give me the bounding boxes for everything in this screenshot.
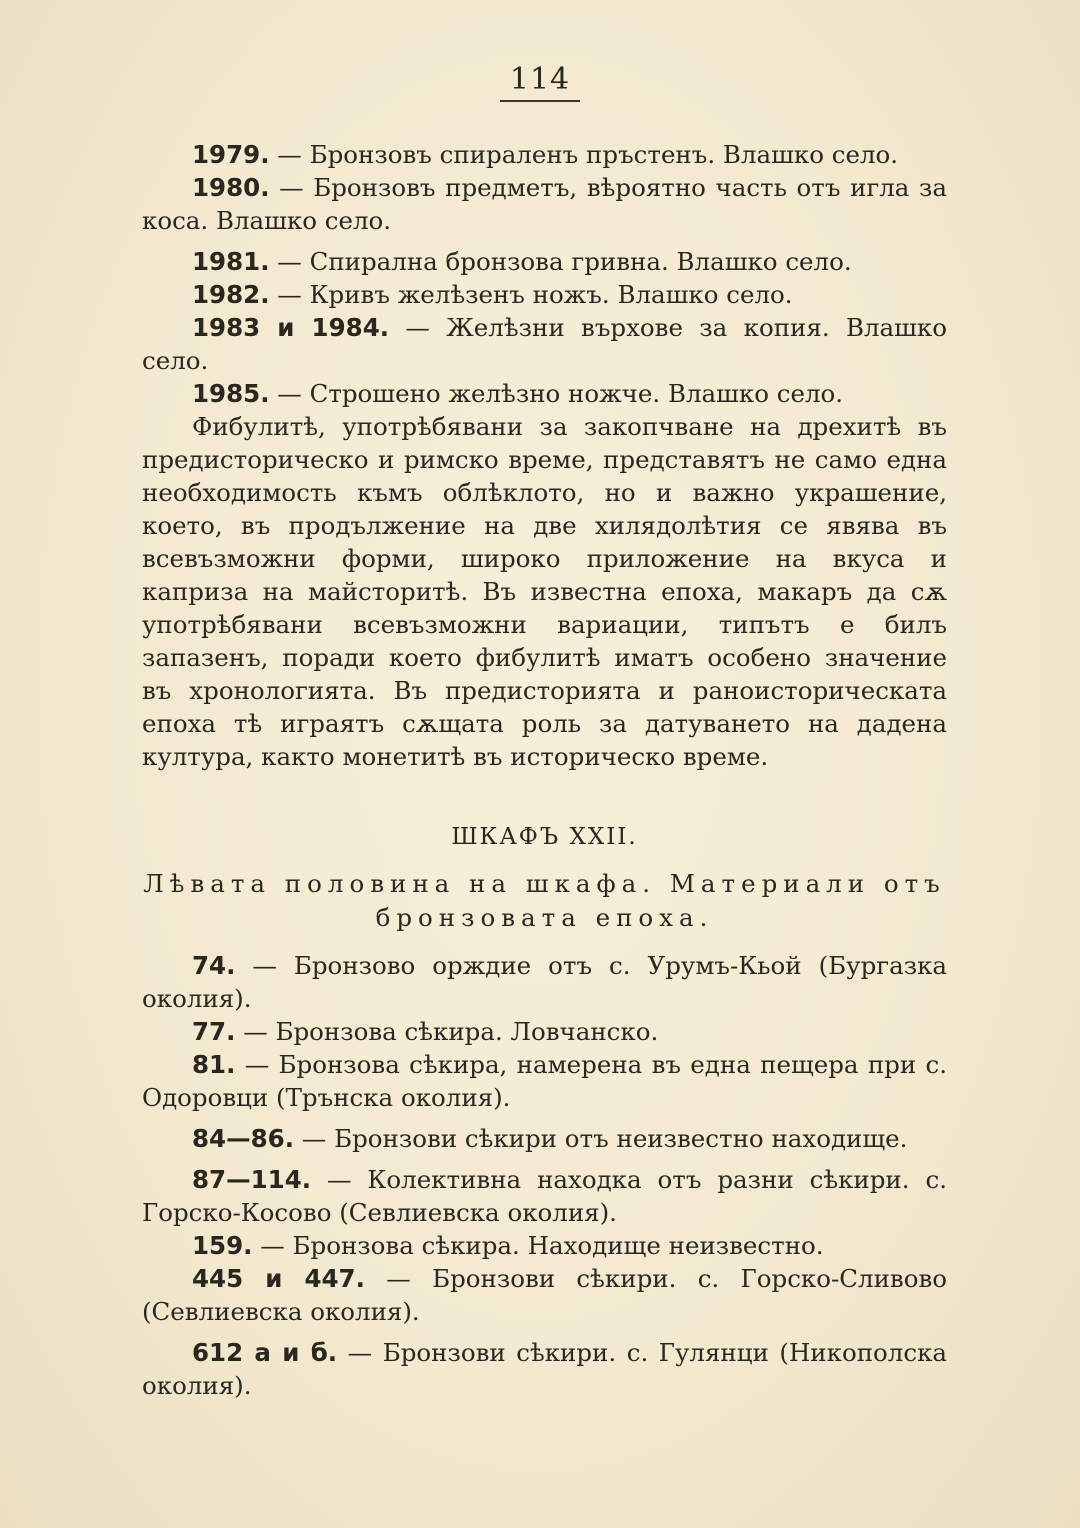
- entry-number: 612 а и б.: [192, 1338, 338, 1367]
- entry-text: — Бронзови сѣкири. с. Горско-Сливово (Севлиевска околия).: [142, 1264, 947, 1326]
- entry-text: — Бронзови сѣкири. с. Гулянци (Никополска околия).: [142, 1338, 947, 1400]
- body-text: [142, 138, 947, 1402]
- entry-text: — Кривъ желѣзенъ ножъ. Влашко село.: [269, 280, 793, 309]
- entry-number: 445 и 447.: [192, 1264, 365, 1293]
- entry-number: 1982.: [192, 280, 270, 309]
- catalog-entry: [142, 138, 947, 171]
- entry-text: — Строшено желѣзно ножче. Влашко село.: [269, 379, 844, 408]
- page-number-rule: [500, 100, 580, 102]
- catalog-entry: [142, 1048, 947, 1114]
- catalog-entry: [142, 1122, 947, 1155]
- catalog-entry: [142, 1336, 947, 1402]
- catalog-entry: [142, 949, 947, 1015]
- entry-text: — Желѣзни върхове за копия. Влашко село.: [142, 313, 947, 375]
- entry-text: — Бронзовъ предметъ, вѣроятно часть отъ игла за коса. Влашко село.: [142, 173, 947, 235]
- entry-number: 1983 и 1984.: [192, 313, 390, 342]
- entry-number: 1980.: [192, 173, 270, 202]
- catalog-entry: [142, 171, 947, 237]
- entry-number: 84—86.: [192, 1124, 294, 1153]
- fibula-paragraph: Фибулитѣ, употрѣбявани за закопчване на дрехитѣ въ предисторическо и римско време, представятъ не само една необходимость къмъ облѣклото, но и важно украшение, което, въ продължение на две хилядолѣтия се явява въ всевъзможни форми, широко приложение на вкуса и каприза на майсторитѣ. Въ известна епоха, макаръ да сѫ употрѣбявани всевъзможни вариации, типътъ е билъ запазенъ, поради което фибулитѣ иматъ особено значение въ хронологията. Въ предисторията и раноисторическата епоха тѣ играятъ сѫщата роль за датуването на дадена култура, както монетитѣ въ историческо време.: [142, 412, 947, 771]
- entry-number: 1985.: [192, 379, 270, 408]
- page-number: 114: [509, 62, 571, 97]
- entry-number: 77.: [192, 1017, 236, 1046]
- entry-number: 87—114.: [192, 1165, 312, 1194]
- entry-number: 81.: [192, 1050, 236, 1079]
- catalog-entry: [142, 245, 947, 278]
- catalog-entry: [142, 278, 947, 311]
- entry-text: — Бронзова сѣкира. Ловчанско.: [235, 1017, 659, 1046]
- catalog-entry: [142, 377, 947, 410]
- entry-text: — Бронзовъ спираленъ пръстенъ. Влашко село.: [269, 140, 899, 169]
- catalog-entry: [142, 1015, 947, 1048]
- entry-number: 159.: [192, 1231, 253, 1260]
- catalog-entry: [142, 311, 947, 377]
- catalog-entry: [142, 1262, 947, 1328]
- entry-number: 74.: [192, 951, 236, 980]
- entry-number: 1981.: [192, 247, 270, 276]
- entry-text: — Бронзова сѣкира. Находище неизвестно.: [252, 1231, 824, 1260]
- catalog-entry: [142, 1163, 947, 1229]
- entry-number: 1979.: [192, 140, 270, 169]
- entry-text: — Спирална бронзова гривна. Влашко село.: [269, 247, 852, 276]
- entry-text: — Колективна находка отъ разни сѣкири. с. Горско-Косово (Севлиевска околия).: [142, 1165, 947, 1227]
- entry-text: — Бронзова сѣкира, намерена въ една пещера при с. Одоровци (Трънска околия).: [142, 1050, 947, 1112]
- catalog-entry: [142, 1229, 947, 1262]
- entry-text: — Бронзово орждие отъ с. Урумъ-Кьой (Бургазка околия).: [142, 951, 947, 1013]
- section-heading: ШКАФЪ XXII.: [451, 824, 638, 850]
- entry-text: — Бронзови сѣкири отъ неизвестно находище.: [294, 1124, 908, 1153]
- section-subheading: Лѣвата половина на шкафа. Материали отъ бронзовата епоха.: [143, 869, 946, 932]
